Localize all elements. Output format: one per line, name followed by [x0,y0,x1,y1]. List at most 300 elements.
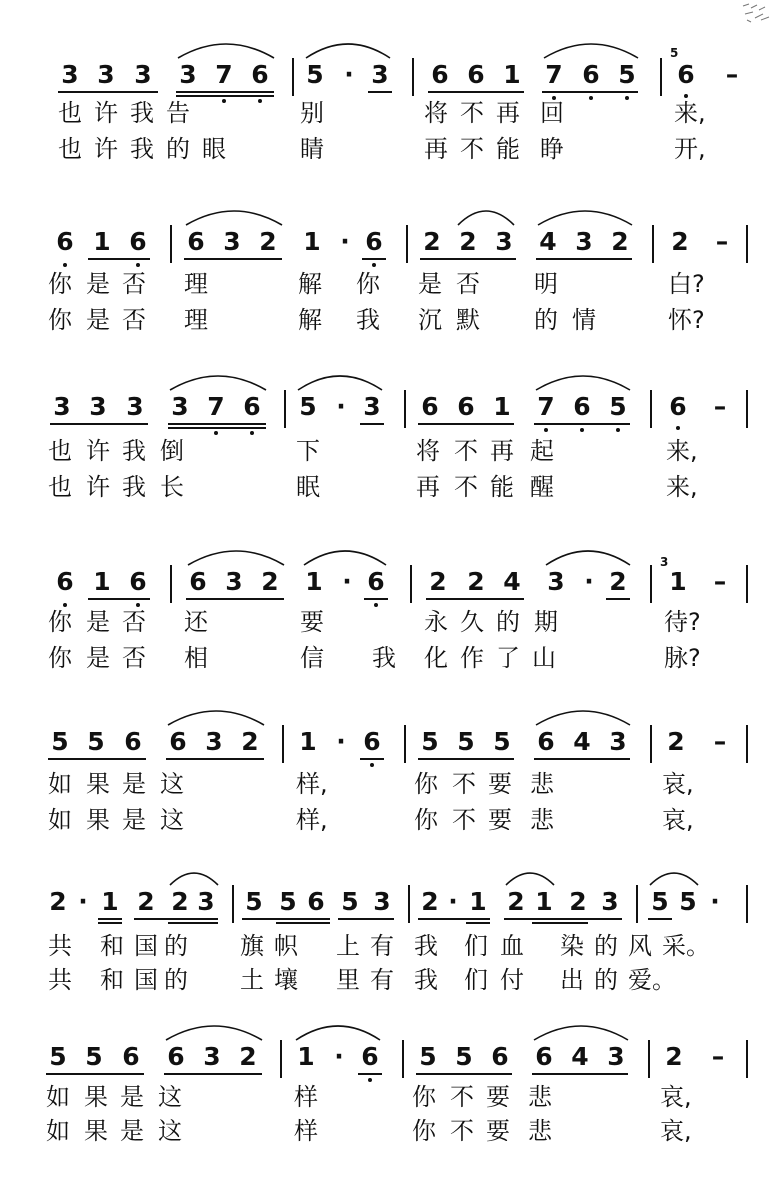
lyric: 信 [300,644,324,672]
lyric: 化 [424,644,448,672]
notes-row [0,1040,773,1090]
note: 1 [535,887,553,916]
slur [302,545,388,567]
note: 1 [469,887,487,916]
note: 6 [56,567,74,596]
lyric: 许 [94,99,118,127]
barline [284,390,286,428]
underline [364,598,388,600]
lyric: 来, [666,437,698,465]
note: 5 [49,1042,67,1071]
underline [242,918,330,920]
note: 5 [87,727,105,756]
barline [746,225,748,263]
note: 2 [467,567,485,596]
barline [292,58,294,96]
note: 2 [507,887,525,916]
lyric: 是 [120,1117,144,1145]
augmentation-dot: · [340,227,350,256]
note: 2 [171,887,189,916]
lyric: 的 [166,135,190,163]
underline [98,918,122,920]
lyric: 果 [84,1117,108,1145]
lyric: 我 [130,135,154,163]
lyric: 否 [122,608,146,636]
note: 1 [93,567,111,596]
grace-note: 5 [670,46,679,60]
lyric: 不 [452,770,476,798]
note: 5 [618,60,636,89]
note: 7 [207,392,225,421]
note: 6 [129,567,147,596]
note: 2 [459,227,477,256]
slur [534,705,632,727]
note: 2 [667,727,685,756]
barline [650,725,652,763]
lyric: 染 [560,932,584,960]
augmentation-dot: · [584,567,594,596]
lyric: 的 [594,932,618,960]
lyric: 你 [414,806,438,834]
note: 5 [306,60,324,89]
lyric: 下 [296,437,320,465]
lyric: 不 [454,437,478,465]
lyric: 有 [370,966,394,994]
lyric: 采。 [662,932,710,960]
slur [186,545,286,567]
note: 5 [341,887,359,916]
note: 5 [299,392,317,421]
augmentation-dot: · [334,1042,344,1071]
note: 3 [203,1042,221,1071]
low-octave-dot [580,428,584,432]
lyric: 有 [370,932,394,960]
underline [184,258,282,260]
underline [534,423,630,425]
lyric: 悲 [528,1117,552,1145]
note: 6 [582,60,600,89]
lyric: 的 [164,932,188,960]
lyric: 长 [160,473,184,501]
lyric: 脉? [664,644,701,672]
lyric: 要 [488,770,512,798]
note: 3 [363,392,381,421]
lyric: 是 [122,770,146,798]
note: 6 [535,1042,553,1071]
lyric: 这 [158,1083,182,1111]
lyric: 作 [460,644,484,672]
slur [304,38,392,60]
low-octave-dot [372,263,376,267]
score-system-3 [0,390,773,550]
lyric: 是 [86,644,110,672]
note: 6 [467,60,485,89]
lyric: 要 [488,806,512,834]
lyric: 们 [464,932,488,960]
note: 1 [297,1042,315,1071]
lyric: 还 [184,608,208,636]
low-octave-dot [136,263,140,267]
underline [166,758,264,760]
score-system-2 [0,225,773,385]
note: 6 [189,567,207,596]
slur [176,38,276,60]
note: 7 [537,392,555,421]
underline [536,258,632,260]
low-octave-dot [258,99,262,103]
slur [648,867,700,887]
lyric: 再 [496,99,520,127]
note: 3 [179,60,197,89]
slur [542,38,640,60]
underline [532,922,588,924]
note: 6 [363,727,381,756]
lyric: 哀, [660,1083,692,1111]
lyric: 不 [450,1083,474,1111]
lyric: 再 [490,437,514,465]
barline [650,565,652,603]
note: 3 [607,1042,625,1071]
lyric: 睁 [540,135,564,163]
lyric: 不 [460,135,484,163]
lyric: 眠 [296,473,320,501]
lyric: 共 [48,932,72,960]
lyric: 否 [122,270,146,298]
lyric: 哀, [660,1117,692,1145]
note: 3 [197,887,215,916]
augmentation-dot: · [448,887,458,916]
note: 2 [429,567,447,596]
note: 6 [669,392,687,421]
barline [636,885,638,923]
barline [650,390,652,428]
note: 6 [307,887,325,916]
note: 5 [85,1042,103,1071]
lyric: 如 [46,1083,70,1111]
slur [504,867,556,887]
note: 6 [243,392,261,421]
slur [534,370,632,392]
note: 7 [215,60,233,89]
augmentation-dot: · [336,727,346,756]
note: 5 [609,392,627,421]
barline [402,1040,404,1078]
augmentation-dot: · [336,392,346,421]
low-octave-dot [625,96,629,100]
note: 5 [51,727,69,756]
dash: – [711,1042,725,1071]
lyric: 的 [534,306,558,334]
barline [412,58,414,96]
low-octave-dot [374,603,378,607]
barline [232,885,234,923]
lyric: 许 [86,473,110,501]
barline [280,1040,282,1078]
notes-row [0,390,773,440]
note: 2 [665,1042,683,1071]
low-octave-dot [370,763,374,767]
lyric: 睛 [300,135,324,163]
lyric: 不 [452,806,476,834]
underline [176,95,274,97]
note: 3 [373,887,391,916]
slur [532,1020,630,1042]
lyric: 解 [298,306,322,334]
underline [176,91,274,93]
slur [184,205,284,227]
lyric: 你 [356,270,380,298]
underline [416,1073,512,1075]
underline [534,758,630,760]
slur [456,205,516,227]
lyric: 别 [300,99,324,127]
lyric: 共 [48,966,72,994]
low-octave-dot [544,428,548,432]
lyric: 是 [86,270,110,298]
augmentation-dot: · [710,887,720,916]
dash: – [715,227,729,256]
barline [282,725,284,763]
lyric: 不 [454,473,478,501]
lyric: 样 [294,1117,318,1145]
note: 3 [171,392,189,421]
note: 4 [571,1042,589,1071]
lyric: 沉 [418,306,442,334]
lyric: 待? [664,608,701,636]
underline [532,1073,628,1075]
barline [170,225,172,263]
underline [358,1073,382,1075]
lyric: 将 [424,99,448,127]
slur [164,1020,264,1042]
augmentation-dot: · [344,60,354,89]
slur [166,705,266,727]
score-system-7 [0,1040,773,1200]
note: 2 [609,567,627,596]
lyric: 你 [48,306,72,334]
note: 2 [239,1042,257,1071]
note: 2 [423,227,441,256]
lyric: 付 [500,966,524,994]
lyric: 你 [48,270,72,298]
lyric: 土 [240,966,264,994]
lyric: 久 [460,608,484,636]
note: 3 [134,60,152,89]
lyric: 悲 [530,770,554,798]
low-octave-dot [214,431,218,435]
barline [746,725,748,763]
lyric: 你 [414,770,438,798]
lyric: 情 [572,306,596,334]
note: 4 [573,727,591,756]
note: 1 [503,60,521,89]
slur [544,545,632,567]
underline [360,423,384,425]
note: 6 [129,227,147,256]
lyric: 国 [134,932,158,960]
underline [542,91,638,93]
lyric: 我 [356,306,380,334]
lyric: 壤 [274,966,298,994]
lyric: 血 [500,932,524,960]
note: 5 [493,727,511,756]
lyric: 能 [490,473,514,501]
underline [134,918,218,920]
lyric: 要 [300,608,324,636]
lyric: 哀, [662,770,694,798]
notes-row [0,725,773,775]
underline [168,427,266,429]
note: 2 [259,227,277,256]
note: 6 [431,60,449,89]
lyric: 要 [486,1117,510,1145]
score-system-6 [0,885,773,1045]
low-octave-dot [63,263,67,267]
scan-noise-mark [741,2,771,24]
lyric: 理 [184,306,208,334]
note: 1 [669,567,687,596]
lyric: 来, [674,99,706,127]
note: 6 [677,60,695,89]
lyric: 旗 [240,932,264,960]
lyric: 我 [414,966,438,994]
note: 5 [455,1042,473,1071]
lyric: 也 [58,99,82,127]
lyric: 帜 [274,932,298,960]
note: 3 [97,60,115,89]
note: 1 [93,227,111,256]
underline [418,918,490,920]
lyric: 默 [456,306,480,334]
barline [410,565,412,603]
note: 6 [187,227,205,256]
lyric: 如 [48,806,72,834]
lyric: 我 [122,437,146,465]
lyric: 不 [460,99,484,127]
lyric: 这 [160,806,184,834]
lyric: 的 [594,966,618,994]
underline [504,918,622,920]
note: 3 [223,227,241,256]
lyric: 果 [86,806,110,834]
note: 2 [671,227,689,256]
score-system-4 [0,555,773,725]
lyric: 这 [158,1117,182,1145]
note: 3 [61,60,79,89]
barline [648,1040,650,1078]
slur [168,867,220,887]
note: 6 [573,392,591,421]
underline [606,598,630,600]
underline [88,598,150,600]
lyric: 再 [424,135,448,163]
underline [58,91,158,93]
lyric: 悲 [528,1083,552,1111]
lyric: 我 [414,932,438,960]
lyric: 告 [166,99,190,127]
lyric: 风 [628,932,652,960]
lyric: 不 [450,1117,474,1145]
lyric: 山 [532,644,556,672]
lyric: 眼 [202,135,226,163]
note: 2 [49,887,67,916]
lyric: 国 [134,966,158,994]
lyric: 我 [372,644,396,672]
lyric: 是 [122,806,146,834]
note: 2 [137,887,155,916]
low-octave-dot [589,96,593,100]
note: 6 [124,727,142,756]
note: 1 [305,567,323,596]
underline [466,922,490,924]
note: 3 [495,227,513,256]
dash: – [713,392,727,421]
lyric: 你 [412,1117,436,1145]
lyric: 果 [84,1083,108,1111]
note: 6 [251,60,269,89]
lyric: 和 [100,932,124,960]
note: 3 [225,567,243,596]
lyric: 再 [416,473,440,501]
lyric: 们 [464,966,488,994]
score-system-5 [0,725,773,885]
lyric: 也 [48,473,72,501]
lyric: 出 [560,966,584,994]
lyric: 相 [184,644,208,672]
underline [420,258,516,260]
underline [98,922,122,924]
note: 5 [419,1042,437,1071]
barline [406,225,408,263]
augmentation-dot: · [78,887,88,916]
note: 6 [537,727,555,756]
note: 3 [547,567,565,596]
note: 3 [609,727,627,756]
dash: – [725,60,739,89]
barline [170,565,172,603]
note: 6 [361,1042,379,1071]
barline [408,885,410,923]
note: 6 [365,227,383,256]
grace-note: 3 [660,555,669,569]
lyric: 许 [94,135,118,163]
lyric: 如 [46,1117,70,1145]
slur [536,205,634,227]
dash: – [713,567,727,596]
note: 3 [205,727,223,756]
barline [746,390,748,428]
underline [48,758,146,760]
barline [746,1040,748,1078]
underline [164,1073,262,1075]
lyric: 否 [456,270,480,298]
lyric: 的 [164,966,188,994]
lyric: 怀? [668,306,705,334]
underline [338,918,394,920]
note: 5 [421,727,439,756]
note: 6 [421,392,439,421]
lyric: 解 [298,270,322,298]
slur [296,370,384,392]
note: 5 [679,887,697,916]
lyric: 许 [86,437,110,465]
lyric: 里 [336,966,360,994]
note: 2 [611,227,629,256]
note: 3 [89,392,107,421]
lyric: 样, [296,806,328,834]
low-octave-dot [616,428,620,432]
lyric: 起 [530,437,554,465]
